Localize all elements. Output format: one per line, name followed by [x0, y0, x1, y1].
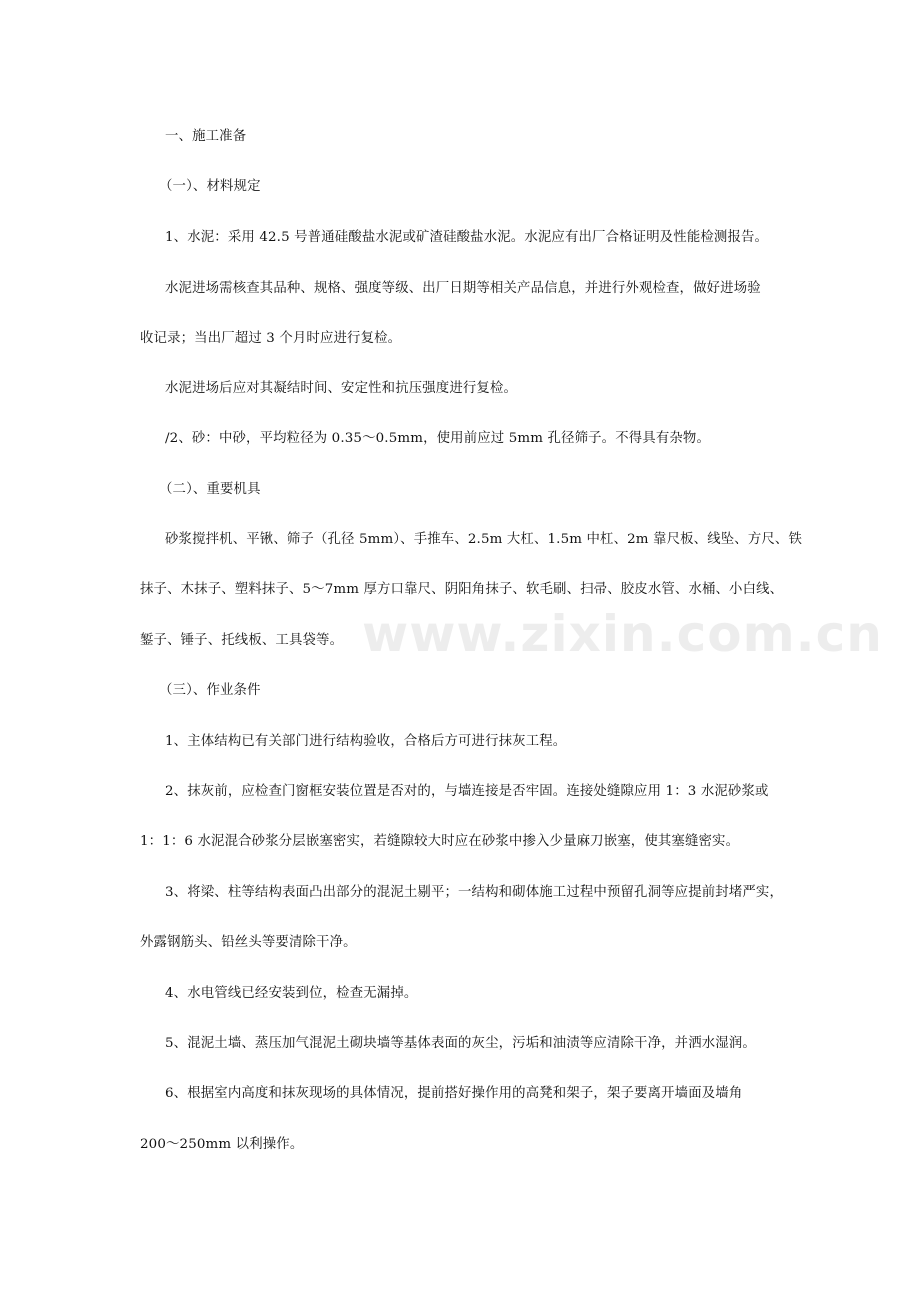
paragraph-cement-line-1: 1、水泥：采用 42.5 号普通硅酸盐水泥或矿渣硅酸盐水泥。水泥应有出厂合格证明及性能检测报告。 — [165, 230, 769, 245]
paragraph-condition-2-line-2: 1：1：6 水泥混合砂浆分层嵌塞密实，若缝隙较大时应在砂浆中掺入少量麻刀嵌塞，使其塞缝密实。 — [140, 834, 740, 849]
paragraph-equipment-line-3: 錾子、锤子、托线板、工具袋等。 — [140, 633, 344, 648]
paragraph-condition-1: 1、主体结构已有关部门进行结构验收，合格后方可进行抹灰工程。 — [165, 734, 567, 749]
paragraph-sand: /2、砂：中砂，平均粒径为 0.35～0.5mm，使用前应过 5mm 孔径筛子。不得具有杂物。 — [165, 431, 710, 446]
paragraph-condition-6-line-2: 200～250mm 以利操作。 — [140, 1137, 304, 1152]
paragraph-equipment-line-1: 砂浆搅拌机、平锹、筛子（孔径 5mm）、手推车、2.5m 大杠、1.5m 中杠、2m 靠尺板、线坠、方尺、铁 — [165, 532, 802, 547]
paragraph-cement-inspection-line-2: 收记录；当出厂超过 3 个月时应进行复检。 — [140, 331, 402, 346]
paragraph-condition-2-line-1: 2、抹灰前，应检查门窗框安装位置是否对的，与墙连接是否牢固。连接处缝隙应用 1：3 水泥砂浆或 — [165, 784, 769, 799]
paragraph-equipment-line-2: 抹子、木抹子、塑料抹子、5～7mm 厚方口靠尺、阴阳角抹子、软毛刷、扫帚、胶皮水管、水桶、小白线、 — [140, 582, 784, 597]
paragraph-cement-retest: 水泥进场后应对其凝结时间、安定性和抗压强度进行复检。 — [165, 381, 518, 396]
subsection-heading-material-requirements: （一）、材料规定 — [159, 179, 261, 194]
paragraph-cement-inspection-line-1: 水泥进场需核查其品种、规格、强度等级、出厂日期等相关产品信息，并进行外观检查，做好进场验 — [165, 281, 761, 296]
subsection-heading-main-equipment: （二）、重要机具 — [159, 482, 261, 497]
paragraph-condition-3-line-1: 3、将梁、柱等结构表面凸出部分的混泥土剔平；一结构和砌体施工过程中预留孔洞等应提前封堵严实， — [165, 885, 783, 900]
paragraph-condition-4: 4、水电管线已经安装到位，检查无漏掉。 — [165, 986, 418, 1001]
section-heading-construction-prep: 一、施工准备 — [165, 129, 247, 144]
paragraph-condition-3-line-2: 外露钢筋头、铅丝头等要清除干净。 — [140, 935, 357, 950]
paragraph-condition-5: 5、混泥土墙、蒸压加气混泥土砌块墙等基体表面的灰尘，污垢和油渍等应清除干净，并洒水湿润。 — [165, 1036, 756, 1051]
watermark-text: www.zixin.com.cn — [362, 605, 883, 663]
paragraph-condition-6-line-1: 6、根据室内高度和抹灰现场的具体情况，提前搭好操作用的高凳和架子，架子要离开墙面及墙角 — [165, 1086, 743, 1101]
subsection-heading-working-conditions: （三）、作业条件 — [159, 683, 261, 698]
